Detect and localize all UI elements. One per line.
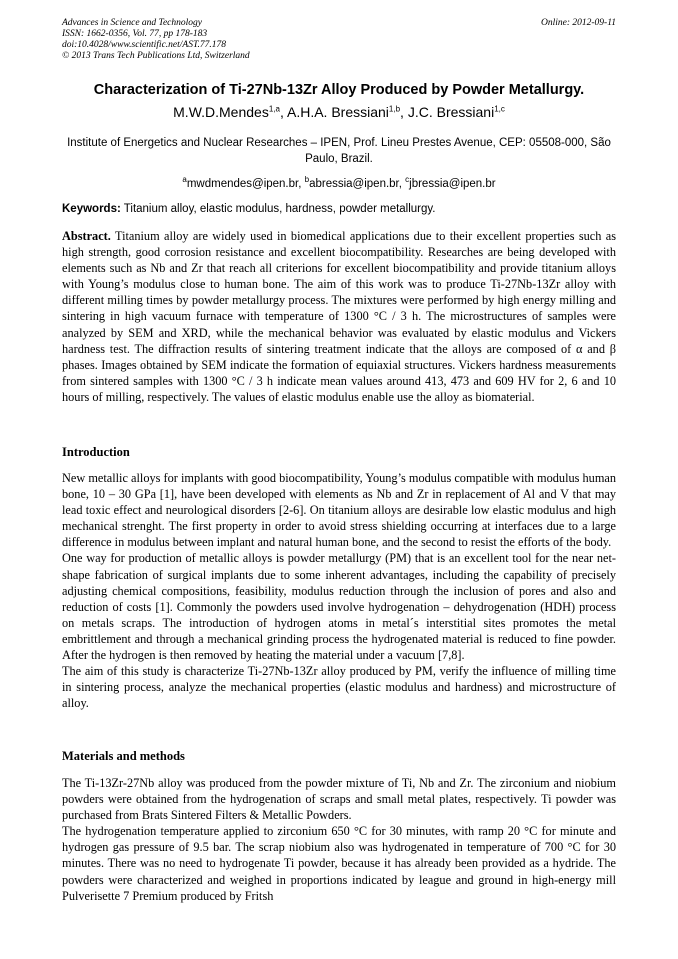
journal-header [62, 18, 616, 62]
abstract-label: Abstract. [62, 229, 111, 243]
materials-section [62, 775, 616, 904]
email-marker: c [405, 175, 410, 185]
journal-info [62, 18, 616, 62]
email-list [40, 176, 638, 192]
author-name: A.H.A. Bressiani [286, 104, 389, 120]
introduction-section [62, 470, 616, 711]
materials-heading: Materials and methods [62, 749, 185, 763]
journal-name: Advances in Science and Technology [62, 18, 202, 28]
email-link[interactable]: mwdmendes@ipen.br [186, 178, 299, 190]
author-name: J.C. Bressiani [407, 104, 495, 120]
paragraph: The hydrogenation temperature applied to zirconium 650 °C for 30 minutes, with ramp 20 °C for minute and hydrogen gas pressure of 9.5 bar. The scrap niobium also was hydrogenated in temperature of 700 °C for 30 minutes. There was no need to hydrogenate Ti powder, because it has already been provided as a hydride. The powders were characterized and weighed in proportions indicated by league and ground in high-energy mill Pulverisette 7 Premium produced by Fritsh [62, 824, 616, 903]
keywords-text: Titanium alloy, elastic modulus, hardness, powder metallurgy. [123, 203, 436, 215]
abstract-text: Titanium alloy are widely used in biomedical applications due to their excellent properties such as high strength, good corrosion resistance and excellent biocompatibility. Researches are being developed with elements such as Nb and Zr that reach all criterions for excellent biocompatibility and provide titanium alloys with Young’s modulus close to human bone. The aim of this work was to produce Ti-27Nb-13Zr alloy with different milling times by powder metallurgy process. The mixtures were performed by high energy milling and sintering in high vacuum furnace with temperature of 1300 °C / 3 h. The microstructures of samples were analyzed by SEM and XRD, while the mechanical behavior was evaluated by elastic modulus and Vickers hardness test. The diffraction results of sintering treatment indicate that the alloys are composed of α and β phases. Images obtained by SEM indicate the formation of equiaxial structures. Vickers hardness measurements from sintered samples with 1300 °C / 3 h indicate mean values around 413, 473 and 609 HV for 2, 6 and 10 hours of milling, respectively. The values of elastic modulus enable use the alloy as biomaterial. [62, 229, 616, 404]
introduction-heading: Introduction [62, 445, 130, 459]
journal-issn: ISSN: 1662-0356, Vol. 77, pp 178-183 [62, 29, 208, 39]
paragraph: The Ti-13Zr-27Nb alloy was produced from the powder mixture of Ti, Nb and Zr. The zirconium and niobium powders were obtained from the hydrogenation of scraps and small metal plates, respectively. Ti powder was purchased from Brats Sintered Filters & Metallic Powders. [62, 776, 616, 823]
keywords [62, 201, 616, 217]
email-marker: a [182, 175, 187, 185]
email-link[interactable]: jbressia@ipen.br [409, 178, 496, 190]
paragraph: One way for production of metallic alloys is powder metallurgy (PM) that is an excellent tool for the near net-shape fabrication of surgical implants due to some inherent advantages, including the capability of precisely adjusting chemical compositions, feasibility, modulus reduction through the inclusion of pores and also and reduction of costs [1]. Commonly the powders used involve hydrogenation – dehydrogenation (HDH) process on metals scraps. The introduction of hydrogen atoms in metal´s interstitial sites promotes the metal embrittlement and through a mechanical grinding process the hydrogenated material is reduced to fine powder. After the hydrogen is then removed by heating the material under a vacuum [7,8]. [62, 551, 616, 663]
email-marker: b [304, 175, 310, 185]
author-separator: , [400, 104, 408, 120]
email-link[interactable]: abressia@ipen.br [309, 178, 399, 190]
author-affiliation: 1,b [388, 104, 401, 114]
author-affiliation: 1,a [268, 104, 280, 114]
institution: Institute of Energetics and Nuclear Researches – IPEN, Prof. Lineu Prestes Avenue, CEP: 05508-000, São Paulo, Brazil. [67, 137, 611, 165]
keywords-label: Keywords: [62, 203, 121, 215]
author-name: M.W.D.Mendes [173, 104, 269, 120]
online-date: Online: 2012-09-11 [540, 18, 616, 28]
paragraph: New metallic alloys for implants with good biocompatibility, Young’s modulus compatible with modulus human bone, 10 – 30 GPa [1], have been developed with elements as Nb and Zr in replacement of Al and V that may lead toxic effect and neurological disorders [2-6]. On titanium alloys are desirable low elastic modulus and high mechanical strenght. The first property in order to avoid stress shielding occurring at interfaces due to a large difference in modulus between implant and natural human bone, and the second to resist the efforts of the body. [62, 471, 616, 550]
paragraph: The aim of this study is characterize Ti-27Nb-13Zr alloy produced by PM, verify the influence of milling time in sintering process, analyze the mechanical properties (elastic modulus and hardness) and microstructure of alloy. [62, 664, 616, 711]
journal-doi[interactable]: doi:10.4028/www.scientific.net/AST.77.178 [62, 40, 227, 50]
email-separator: , [398, 178, 406, 190]
email-separator: , [298, 178, 305, 190]
author-separator: , [279, 104, 287, 120]
abstract [62, 228, 616, 405]
journal-copyright: © 2013 Trans Tech Publications Ltd, Switzerland [62, 51, 250, 61]
author-affiliation: 1,c [494, 104, 505, 114]
author-list [40, 103, 638, 121]
abstract-paragraph [62, 228, 616, 405]
paper-title: Characterization of Ti-27Nb-13Zr Alloy Produced by Powder Metallurgy. [93, 82, 585, 98]
